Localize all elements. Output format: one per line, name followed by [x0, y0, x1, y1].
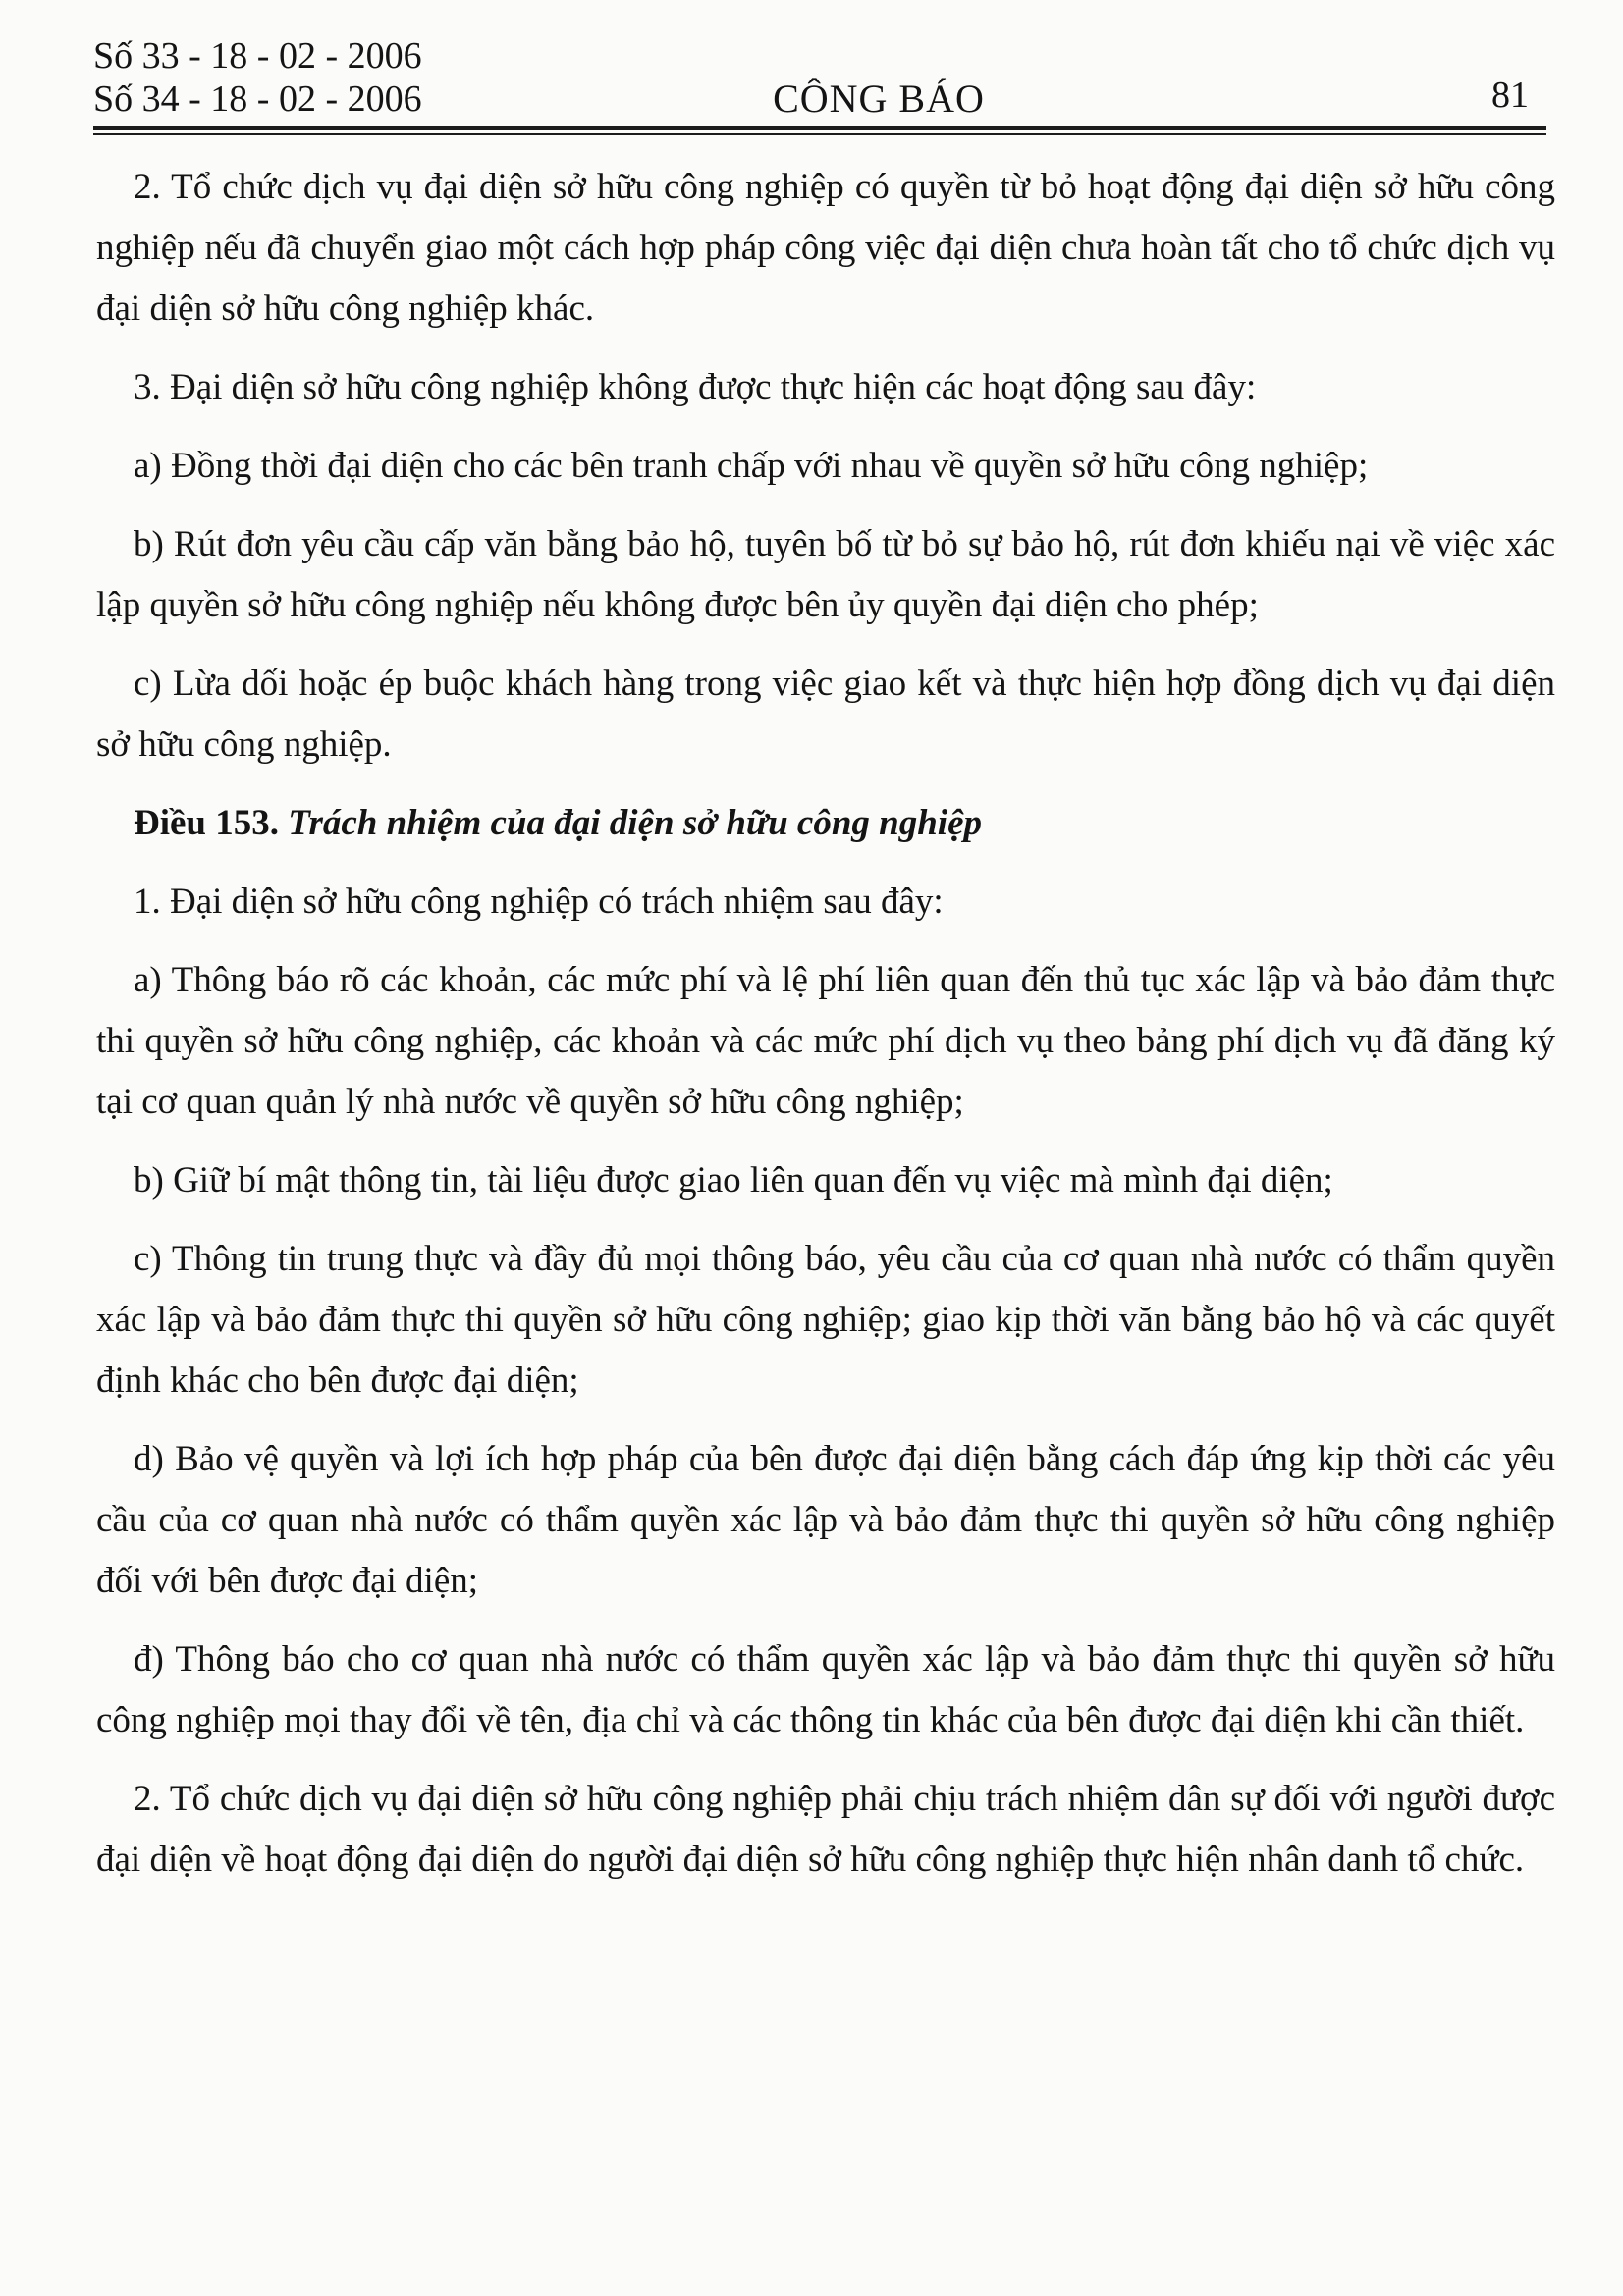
paragraph: 2. Tổ chức dịch vụ đại diện sở hữu công nghiệp có quyền từ bỏ hoạt động đại diện sở hữu công nghiệp nếu đã chuyển giao một cách hợp pháp công việc đại diện chưa hoàn tất cho tổ chức dịch vụ đại diện sở hữu công nghiệp khác. — [96, 167, 1555, 329]
paragraph: a) Thông báo rõ các khoản, các mức phí và lệ phí liên quan đến thủ tục xác lập và bảo đảm thực thi quyền sở hữu công nghiệp, các khoản và các mức phí dịch vụ theo bảng phí dịch vụ đã đăng ký tại cơ quan quản lý nhà nước về quyền sở hữu công nghiệp; — [96, 960, 1555, 1122]
paragraph: b) Giữ bí mật thông tin, tài liệu được giao liên quan đến vụ việc mà mình đại diện; — [134, 1160, 1333, 1201]
document-body — [96, 157, 1555, 1908]
header-rule-thin — [93, 133, 1546, 135]
page-header — [93, 31, 1546, 130]
paragraph: d) Bảo vệ quyền và lợi ích hợp pháp của bên được đại diện bằng cách đáp ứng kịp thời các yêu cầu của cơ quan nhà nước có thẩm quyền xác lập và bảo đảm thực thi quyền sở hữu công nghiệp đối với bên được đại diện; — [96, 1439, 1555, 1601]
article-title: Trách nhiệm của đại diện sở hữu công nghiệp — [288, 803, 983, 843]
paragraph: c) Lừa dối hoặc ép buộc khách hàng trong việc giao kết và thực hiện hợp đồng dịch vụ đại diện sở hữu công nghiệp. — [96, 664, 1555, 765]
gazette-title: CÔNG BÁO — [773, 77, 985, 121]
paragraph: đ) Thông báo cho cơ quan nhà nước có thẩm quyền xác lập và bảo đảm thực thi quyền sở hữu công nghiệp mọi thay đổi về tên, địa chỉ và các thông tin khác của bên được đại diện khi cần thiết. — [96, 1639, 1555, 1740]
paragraph: 3. Đại diện sở hữu công nghiệp không được thực hiện các hoạt động sau đây: — [134, 367, 1257, 407]
issue-number-line-2: Số 34 - 18 - 02 - 2006 — [93, 79, 422, 120]
paragraph: c) Thông tin trung thực và đầy đủ mọi thông báo, yêu cầu của cơ quan nhà nước có thẩm quyền xác lập và bảo đảm thực thi quyền sở hữu công nghiệp; giao kịp thời văn bằng bảo hộ và các quyết định khác cho bên được đại diện; — [96, 1239, 1555, 1401]
paragraph: b) Rút đơn yêu cầu cấp văn bằng bảo hộ, tuyên bố từ bỏ sự bảo hộ, rút đơn khiếu nại về việc xác lập quyền sở hữu công nghiệp nếu không được bên ủy quyền đại diện cho phép; — [96, 524, 1555, 625]
paragraph: 2. Tổ chức dịch vụ đại diện sở hữu công nghiệp phải chịu trách nhiệm dân sự đối với người được đại diện về hoạt động đại diện do người đại diện sở hữu công nghiệp thực hiện nhân danh tổ chức. — [96, 1779, 1555, 1880]
header-rule-thick — [93, 126, 1546, 130]
paragraph: 1. Đại diện sở hữu công nghiệp có trách nhiệm sau đây: — [134, 881, 944, 922]
article-number: Điều 153. — [134, 803, 279, 843]
page-number: 81 — [1491, 75, 1529, 116]
article-heading — [96, 793, 1555, 854]
paragraph: a) Đồng thời đại diện cho các bên tranh chấp với nhau về quyền sở hữu công nghiệp; — [134, 446, 1369, 486]
issue-number-line-1: Số 33 - 18 - 02 - 2006 — [93, 35, 422, 77]
